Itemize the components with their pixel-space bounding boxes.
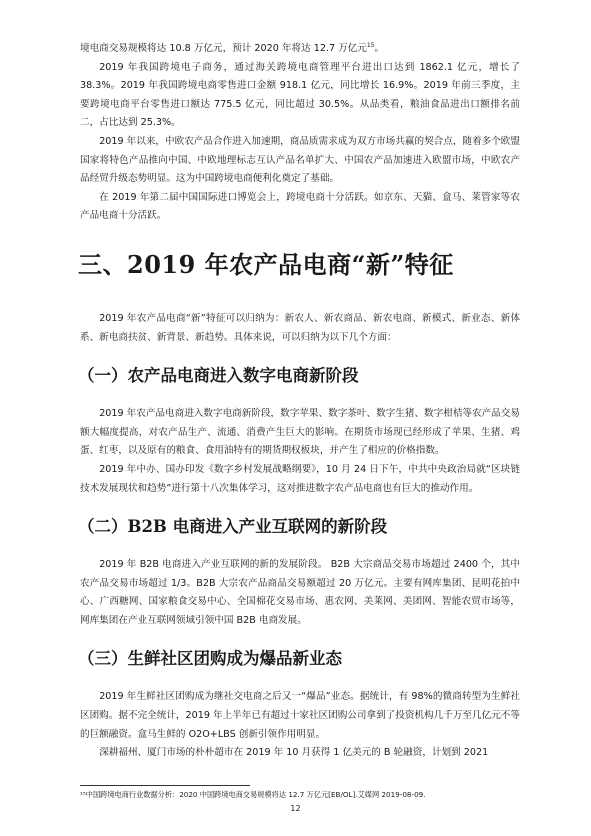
page-body — [80, 40, 520, 763]
footnote-ref[interactable]: 15 — [366, 41, 375, 49]
footnote: ¹⁵中国跨境电商行业数据分析：2020 中国跨境电商交易规模将达 12.7 万亿元[EB/OL].艾媒网 2019-08-09. — [80, 790, 426, 799]
paragraph: 2019 年中办、国办印发《数字乡村发展战略纲要》，10 月 24 日下午，中共中央政治局就“区块链技术发展现状和趋势”进行第十八次集体学习，这对推进数字农产品电商也有巨大的推动作用。 — [80, 463, 520, 494]
paragraph: 2019 年 B2B 电商进入产业互联网的新的发展阶段。 B2B 大宗商品交易市场超过 2400 个，其中农产品交易市场超过 1/3。B2B 大宗农产品商品交易额超过 20 万亿元。主要有网库集团、昆明花拍中心、广西糖网、国家粮食交易中心、全国棉花交易市场、惠农网、美莱网、美团网、智能农贸市场等，网库集团在产业互联网领域引领中国 B2B 电商发展。 — [80, 559, 520, 626]
paragraph: 2019 年以来，中欧农产品合作进入加速期，商品质需求成为双方市场共赢的契合点，随着多个欧盟国家将特色产品推向中国、中欧地理标志互认产品名单扩大、中国农产品加速进入欧盟市场，中欧农产品经贸升级态势明显。这为中国跨境电商便利化奠定了基础。 — [80, 135, 520, 185]
paragraph: 2019 年生鲜社区团购成为继社交电商之后又一“爆品”业态。据统计，有 98%的微商转型为生鲜社区团购。据不完全统计，2019 年上半年已有超过十家社区团购公司拿到了投资机构几千万至几亿元不等的巨额融资。盒马生鲜的 O2O+LBS 创新引领作用明显。 — [80, 691, 520, 740]
paragraph: 在 2019 年第二届中国国际进口博览会上，跨境电商十分活跃。如京东、天猫、盒马、莱管家等农产品电商十分活跃。 — [80, 191, 520, 222]
paragraph: 2019 年我国跨境电子商务，通过海关跨境电商管理平台进出口达到 1862.1 亿元，增长了 38.3%。2019 年我国跨境电商零售进口金额 918.1 亿元，同比增长 16.9%。2019 年前三季度，主要跨境电商平台零售进口额达 775.5 亿元，同比超过 30.5%。从品类看，粮油食品进出口额排名前二，占比达到 25.3%。 — [80, 61, 520, 129]
footnote-divider — [80, 785, 250, 786]
paragraph: 2019 年农产品电商进入数字电商新阶段，数字苹果、数字茶叶、数字生猪、数字柑桔等农产品交易额大幅度提高，对农产品生产、流通、消费产生巨大的影响。在期货市场现已经形成了苹果、生猪、鸡蛋、红枣，以及原有的粮食、食用油特有的期货期权板块，并产生了相应的价格指数。 — [80, 408, 520, 457]
paragraph: 境电商交易规模将达 10.8 万亿元，预计 2020 年将达 12.7 万亿元$^{15}$。 — [80, 41, 385, 54]
subsection-title: （一）农产品电商进入数字电商新阶段 — [78, 366, 359, 386]
page-number: 12 — [290, 804, 301, 813]
section-title: 三、2019 年农产品电商“新”特征 — [78, 249, 454, 279]
subsection-title: （三）生鲜社区团购成为爆品新业态 — [78, 649, 342, 669]
paragraph: 深耕福州、厦门市场的朴朴超市在 2019 年 10 月获得 1 亿美元的 B 轮融资，计划到 2021 — [99, 747, 489, 759]
subsection-title: （二）B2B 电商进入产业互联网的新阶段 — [78, 517, 388, 537]
section-intro: 2019 年农产品电商“新”特征可以归纳为：新农人、新农商品、新农电商、新模式、新业态、新体系、新电商扶贫、新背景、新趋势。具体来说，可以归纳为以下几个方面： — [80, 312, 520, 343]
